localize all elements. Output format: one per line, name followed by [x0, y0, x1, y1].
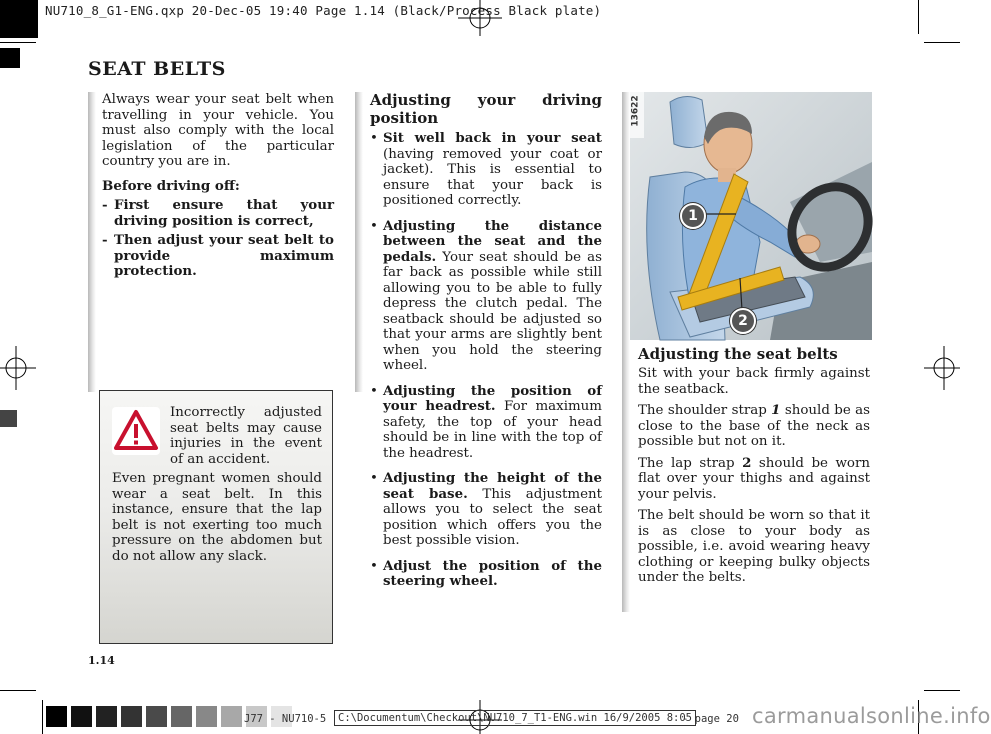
list-item: [102, 198, 334, 229]
bullet-icon: •: [370, 558, 378, 574]
right-para-2: [638, 403, 870, 450]
callout-2-label: 2: [738, 313, 748, 329]
right-para-1: Sit with your back firmly against the seatback.: [638, 366, 870, 397]
list-dash: -: [102, 197, 108, 213]
list-item: [370, 471, 602, 549]
registration-target-icon: [924, 346, 960, 390]
left-column: [102, 92, 334, 280]
watermark: carmanualsonline.info: [752, 704, 991, 728]
gray-swatch: [46, 706, 67, 727]
bullet-icon: •: [370, 383, 378, 399]
para-text: should be worn flat over your thighs and against your pelvis.: [638, 455, 870, 502]
driving-position-heading: Adjusting your driving position: [370, 91, 602, 127]
strap-number: 2: [742, 454, 752, 471]
illustration-code: 13622: [630, 95, 641, 127]
driver-illustration: [630, 92, 872, 340]
seat-belts-heading: Adjusting the seat belts: [638, 345, 838, 363]
corner-block-top-left: [0, 0, 38, 38]
crop-mark: [42, 700, 43, 734]
right-column: [638, 345, 870, 586]
bullet-title: Adjusting the height of the seat base.: [383, 470, 602, 502]
callout-1-label: 1: [688, 208, 698, 224]
para-text: The shoulder strap: [638, 403, 772, 418]
bullet-text: Your seat should be as far back as possible while still allowing you to be able to fully depress the clutch pedal. The seatback should be adjusted so that your arms are slightly bent when you hold the steering wheel.: [383, 249, 602, 373]
crop-mark: [924, 42, 960, 43]
crop-mark: [0, 690, 36, 691]
warning-body: Even pregnant women should wear a seat belt. In this instance, ensure that the lap belt is not exerting too much pressure on the abdomen but do not allow any slack.: [112, 471, 322, 564]
bullet-text: This adjustment allows you to select the seat position which offers you the best possible vision.: [383, 486, 602, 548]
middle-column: [370, 91, 602, 600]
column-bar-right: [622, 92, 630, 612]
strap-number: 1: [771, 402, 781, 418]
page-number: 1.14: [88, 654, 115, 667]
before-driving-heading: Before driving off:: [102, 177, 240, 194]
bullet-title: Adjusting the position of your headrest.: [383, 382, 602, 414]
warning-icon-frame: [112, 407, 160, 455]
footer-path: C:\Documentum\Checkout\NU710_7_T1-ENG.win 16/9/2005 8:05: [334, 710, 696, 726]
bullet-text: For maximum safety, the top of your head should be in line with the top of the headrest.: [383, 399, 602, 461]
list-item-text: First ensure that your driving position is correct,: [114, 197, 334, 229]
para-text: The lap strap: [638, 455, 743, 471]
bullet-title: Sit well back in your seat: [383, 130, 602, 146]
page-title: SEAT BELTS: [88, 58, 226, 80]
bullet-icon: •: [370, 218, 378, 234]
list-item: [370, 219, 602, 374]
gray-swatch: [96, 706, 117, 727]
warning-content: [112, 405, 322, 564]
gray-swatch: [146, 706, 167, 727]
corner-block-small: [0, 48, 20, 68]
right-para-3: [638, 456, 870, 503]
column-bar-left: [88, 92, 96, 392]
crop-mark: [0, 42, 36, 43]
registration-target-icon: [0, 346, 36, 390]
seat-belt-illustration: [630, 92, 872, 340]
bullet-title: Adjusting the distance between the seat and the pedals.: [383, 217, 602, 265]
crop-mark: [918, 0, 919, 34]
column-bar-middle: [355, 92, 363, 392]
gray-swatch: [221, 706, 242, 727]
warning-box: [99, 390, 333, 644]
warning-lead: Incorrectly adjusted seat belts may cause injuries in the event of an accident.: [170, 405, 322, 467]
list-item: [370, 131, 602, 209]
gray-swatch: [71, 706, 92, 727]
intro-text: Always wear your seat belt when travelling in your vehicle. You must also comply with the local legislation of the particular country you are in.: [102, 92, 334, 169]
warning-triangle-icon: [112, 407, 160, 455]
list-item: [370, 559, 602, 590]
footer-job: J77 - NU710-5: [244, 713, 327, 725]
bullet-icon: •: [370, 131, 378, 146]
footer-page: - page 20: [682, 713, 739, 725]
right-para-4: The belt should be worn so that it is as close to your body as possible, i.e. avoid wearing heavy clothing or keeping bulky objects under the belts.: [638, 508, 870, 585]
list-item: [102, 233, 334, 280]
callout-1-badge: [680, 203, 706, 229]
bullet-text: (having removed your coat or jacket). This is essential to ensure that your back is positioned correctly.: [383, 146, 602, 208]
side-block: [0, 410, 17, 427]
bullet-icon: •: [370, 471, 378, 486]
list-dash: -: [102, 232, 108, 248]
gray-swatch: [196, 706, 217, 727]
list-item-text: Then adjust your seat belt to provide maximum protection.: [114, 232, 334, 279]
gray-swatch: [121, 706, 142, 727]
list-item: [370, 384, 602, 462]
print-slug: NU710_8_G1-ENG.qxp 20-Dec-05 19:40 Page 1.14 (Black/Process Black plate): [45, 3, 602, 18]
gray-swatch: [171, 706, 192, 727]
crop-mark: [924, 690, 960, 691]
bullet-title: Adjust the position of the steering wheel.: [383, 557, 602, 589]
para-text: should be as close to the base of the neck as possible but not on it.: [638, 403, 870, 449]
callout-2-badge: [730, 308, 756, 334]
